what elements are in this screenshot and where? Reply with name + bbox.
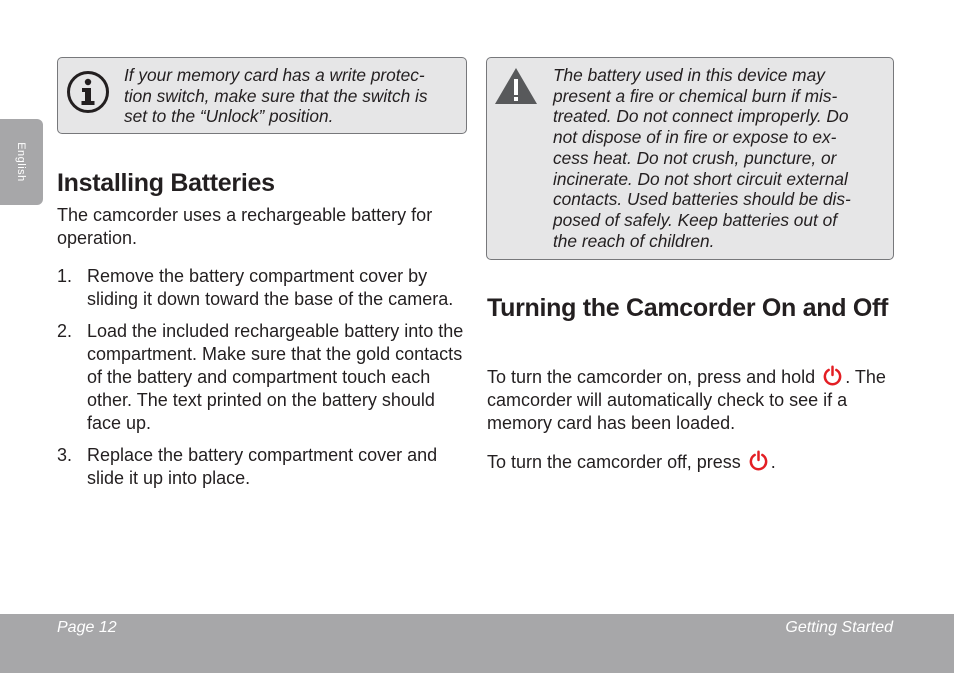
warning-icon bbox=[493, 65, 539, 107]
step-number: 1. bbox=[57, 266, 73, 286]
note-text bbox=[124, 65, 462, 127]
step-text: Load the included rechargeable battery into the compartment. Make sure that the gold contacts of the battery and compartment touch each other. The text printed on the battery should face up. bbox=[87, 321, 464, 433]
step-number: 2. bbox=[57, 321, 73, 341]
turn-off-text: To turn the camcorder off, press bbox=[487, 452, 746, 472]
warning-line: the reach of children. bbox=[553, 230, 715, 251]
step-number: 3. bbox=[57, 445, 73, 465]
installing-heading: Installing Batteries bbox=[57, 169, 275, 197]
step-item bbox=[57, 320, 472, 435]
power-icon bbox=[748, 450, 769, 471]
turning-heading: Turning the Camcorder On and Off bbox=[487, 294, 889, 322]
note-line: set to the “Unlock” position. bbox=[124, 106, 334, 127]
step-text: Remove the battery compartment cover by sliding it down toward the base of the camera. bbox=[87, 266, 454, 309]
turn-on-instructions bbox=[487, 365, 897, 435]
step-text: Replace the battery compartment cover and slide it up into place. bbox=[87, 445, 438, 488]
warning-line: The battery used in this device may bbox=[553, 65, 825, 85]
turn-on-text: To turn the camcorder on, press and hold bbox=[487, 367, 821, 387]
warning-text bbox=[553, 65, 886, 251]
info-icon bbox=[66, 70, 110, 114]
language-tab-label: English bbox=[15, 142, 27, 182]
warning-line: not dispose of in fire or expose to ex- bbox=[553, 127, 837, 148]
info-note bbox=[57, 57, 467, 134]
warning-line: cess heat. Do not crush, puncture, or bbox=[553, 147, 837, 168]
note-line: If your memory card has a write protec- bbox=[124, 65, 425, 85]
turn-off-text-end: . bbox=[770, 452, 776, 472]
turn-off-instructions bbox=[487, 450, 897, 474]
turn-on-text-end: . The camcorder will automatically check to see if a memory card has been loaded. bbox=[487, 367, 886, 433]
battery-warning bbox=[486, 57, 894, 260]
language-tab bbox=[0, 119, 43, 205]
installing-intro: The camcorder uses a rechargeable battery for operation. bbox=[57, 205, 433, 248]
step-item bbox=[57, 265, 472, 311]
warning-line: present a fire or chemical burn if mis- bbox=[553, 85, 838, 106]
warning-line: contacts. Used batteries should be dis- bbox=[553, 189, 851, 210]
page-number: Page 12 bbox=[57, 619, 117, 636]
warning-line: incinerate. Do not short circuit external bbox=[553, 168, 848, 189]
warning-line: posed of safely. Keep batteries out of bbox=[553, 209, 838, 230]
section-title: Getting Started bbox=[785, 619, 893, 636]
warning-line: treated. Do not connect improperly. Do bbox=[553, 106, 849, 127]
note-line: tion switch, make sure that the switch is bbox=[124, 85, 428, 106]
step-item bbox=[57, 444, 472, 490]
installation-steps bbox=[57, 265, 472, 499]
power-icon bbox=[822, 365, 843, 386]
page-footer bbox=[0, 614, 954, 673]
